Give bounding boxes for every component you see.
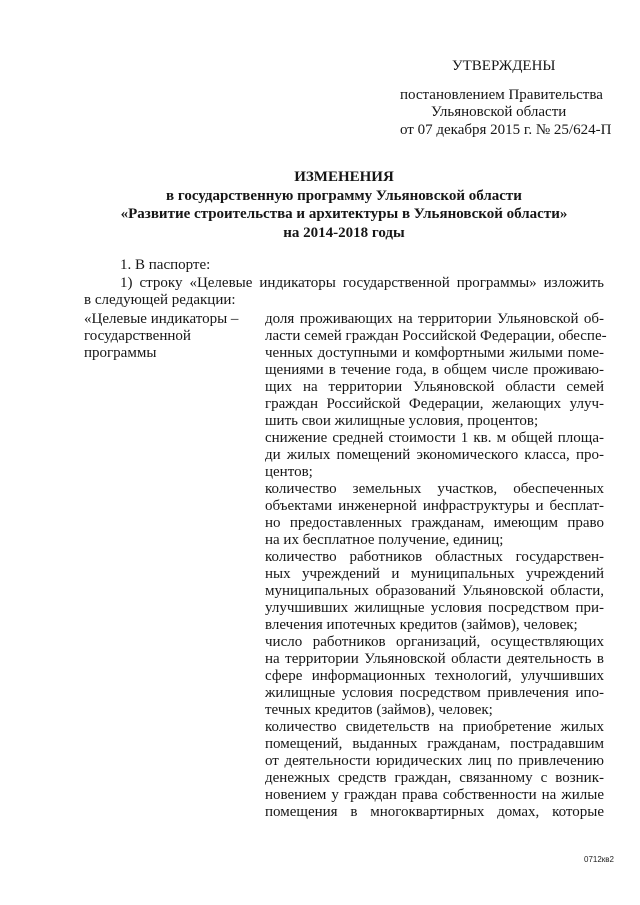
- heading-line: на 2014-2018 годы: [283, 224, 405, 241]
- value-line: граждан Российской Федерации, желающих улуч-: [265, 396, 604, 412]
- value-line: сфере информационных технологий, улучшивших: [265, 668, 604, 684]
- value-line: денежных средств граждан, связанному с возник-: [265, 770, 604, 786]
- value-line: но предоставленных гражданам, имеющим право: [265, 515, 604, 531]
- value-line: число работников организаций, осуществляющих: [265, 634, 604, 650]
- value-line: на их бесплатное получение, единиц;: [265, 532, 504, 548]
- approval-date-number: от 07 декабря 2015 г. № 25/624-П: [400, 122, 612, 138]
- heading-line: в государственную программу Ульяновской области: [166, 187, 522, 204]
- value-line: улучшивших жилищные условия посредством при-: [265, 600, 604, 616]
- value-line: количество свидетельств на приобретение жилых: [265, 719, 604, 735]
- approval-region: Ульяновской области: [431, 104, 567, 120]
- passport-row-value: [265, 311, 607, 821]
- value-line: количество земельных участков, обеспеченных: [265, 481, 604, 497]
- approval-issuer: постановлением Правительства: [400, 87, 603, 103]
- value-line: доля проживающих на территории Ульяновской об-: [265, 311, 604, 327]
- item-heading: 1. В паспорте:: [120, 257, 211, 273]
- value-line: влечения ипотечных кредитов (займов), человек;: [265, 617, 578, 633]
- value-line: ди жилых помещений экономического класса, про-: [265, 447, 604, 463]
- subitem-text-line: в следующей редакции:: [84, 292, 236, 308]
- value-line: течных кредитов (займов), человек;: [265, 702, 493, 718]
- label-line: государственной: [84, 328, 191, 344]
- value-line: на территории Ульяновской области деятельность в: [265, 651, 604, 667]
- document-code: 0712кв2: [584, 855, 614, 864]
- value-line: муниципальных образований Ульяновской области,: [265, 583, 604, 599]
- value-line: ных учреждений и муниципальных учреждений: [265, 566, 604, 582]
- value-line: центов;: [265, 464, 313, 480]
- value-line: ласти семей граждан Российской Федерации, обеспе-: [265, 328, 607, 344]
- value-line: ченных доступными и комфортными жилыми поме-: [265, 345, 604, 361]
- passport-row-label: [84, 311, 256, 362]
- value-line: шить свои жилищные условия, процентов;: [265, 413, 539, 429]
- document-heading: [84, 168, 604, 242]
- value-line: снижение средней стоимости 1 кв. м общей площа-: [265, 430, 604, 446]
- value-line: количество работников областных государствен-: [265, 549, 604, 565]
- label-line: программы: [84, 345, 157, 361]
- heading-title: ИЗМЕНЕНИЯ: [294, 169, 394, 185]
- value-line: новением у граждан права собственности на жилые: [265, 787, 604, 803]
- subitem-text-line: 1) строку «Целевые индикаторы государственной программы» изложить: [120, 275, 604, 291]
- label-line: «Целевые индикаторы –: [84, 311, 239, 327]
- approval-title: УТВЕРЖДЕНЫ: [452, 58, 556, 74]
- value-line: щениями в течение года, в общем числе проживаю-: [265, 362, 604, 378]
- heading-line: «Развитие строительства и архитектуры в Ульяновской области»: [120, 206, 568, 222]
- value-line: щих на территории Ульяновской области семей: [265, 379, 604, 395]
- value-line: помещения в многоквартирных домах, которые: [265, 804, 604, 820]
- value-line: помещений, выданных гражданам, пострадавшим: [265, 736, 604, 752]
- value-line: от деятельности юридических лиц по привлечению: [265, 753, 604, 769]
- value-line: объектами инженерной инфраструктуры и бесплат-: [265, 498, 604, 514]
- value-line: жилищные условия посредством привлечения ипо-: [265, 685, 604, 701]
